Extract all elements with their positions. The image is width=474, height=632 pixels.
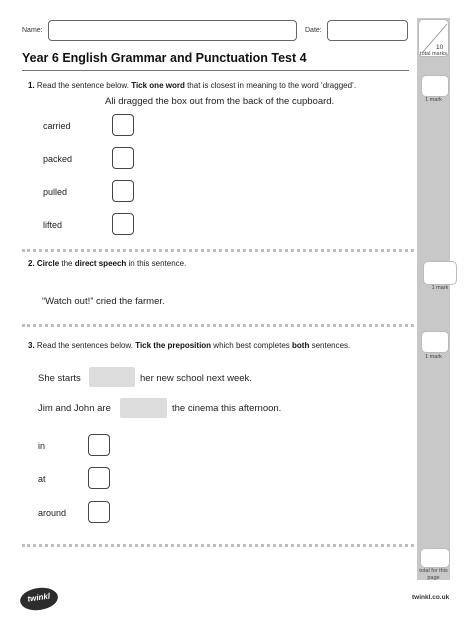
q2-number: 2. — [28, 259, 35, 268]
q3-option-label: at — [38, 474, 46, 484]
q2-instruction: 2. Circle the direct speech in this sentence. — [28, 259, 187, 268]
twinkl-logo — [19, 585, 60, 612]
q1-option-label: pulled — [43, 187, 68, 197]
q2-mark-label: 1 mark — [431, 285, 449, 291]
page-total-box[interactable] — [420, 548, 450, 568]
title-divider — [22, 70, 409, 71]
date-label: Date: — [305, 27, 322, 34]
q1-mark-box[interactable] — [421, 75, 449, 97]
q1-option-label: carried — [43, 121, 71, 131]
q1-option-checkbox[interactable] — [112, 147, 134, 169]
q3-sentence1-start: She starts — [38, 373, 81, 384]
section-divider — [22, 249, 414, 252]
q3-option-checkbox[interactable] — [88, 501, 110, 523]
q3-mark-box[interactable] — [421, 331, 449, 353]
page-title: Year 6 English Grammar and Punctuation Test 4 — [22, 51, 307, 65]
total-marks-value: 10 — [436, 44, 444, 51]
section-divider — [22, 544, 414, 547]
footer-url[interactable]: twinkl.co.uk — [412, 594, 450, 601]
name-label: Name: — [22, 27, 43, 34]
page-total-label: total for this page — [419, 568, 448, 581]
q3-mark-label: 1 mark — [425, 354, 442, 360]
q1-number: 1. — [28, 81, 35, 90]
date-field[interactable] — [327, 20, 408, 41]
q3-option-label: in — [38, 441, 46, 451]
q3-instruction: 3. Read the sentences below. Tick the preposition which best completes both sentences. — [28, 341, 351, 350]
q2-sentence[interactable]: “Watch out!” cried the farmer. — [42, 296, 165, 307]
q3-option-label: around — [38, 508, 67, 518]
name-field[interactable] — [48, 20, 297, 41]
q3-option-checkbox[interactable] — [88, 434, 110, 456]
q3-sentence1-blank — [89, 367, 135, 387]
total-marks-label: total marks — [420, 51, 447, 57]
q1-sentence: Ali dragged the box out from the back of the cupboard. — [105, 96, 335, 107]
q3-sentence2-blank — [120, 398, 167, 418]
q1-option-checkbox[interactable] — [112, 213, 134, 235]
q2-mark-box[interactable] — [423, 261, 457, 285]
q1-option-label: packed — [43, 154, 73, 164]
q1-option-checkbox[interactable] — [112, 180, 134, 202]
q3-sentence1-end: her new school next week. — [140, 373, 252, 384]
q3-sentence2-end: the cinema this afternoon. — [172, 403, 282, 414]
q1-instruction: 1. Read the sentence below. Tick one word that is closest in meaning to the word ‘dragged’. — [28, 81, 357, 90]
section-divider — [22, 324, 414, 327]
q3-option-checkbox[interactable] — [88, 467, 110, 489]
q3-number: 3. — [28, 341, 35, 350]
q1-option-label: lifted — [43, 220, 63, 230]
q1-option-checkbox[interactable] — [112, 114, 134, 136]
twinkl-logo-text: twinkl — [26, 591, 51, 604]
q1-mark-label: 1 mark — [425, 97, 442, 103]
q3-sentence2-start: Jim and John are — [38, 403, 111, 414]
